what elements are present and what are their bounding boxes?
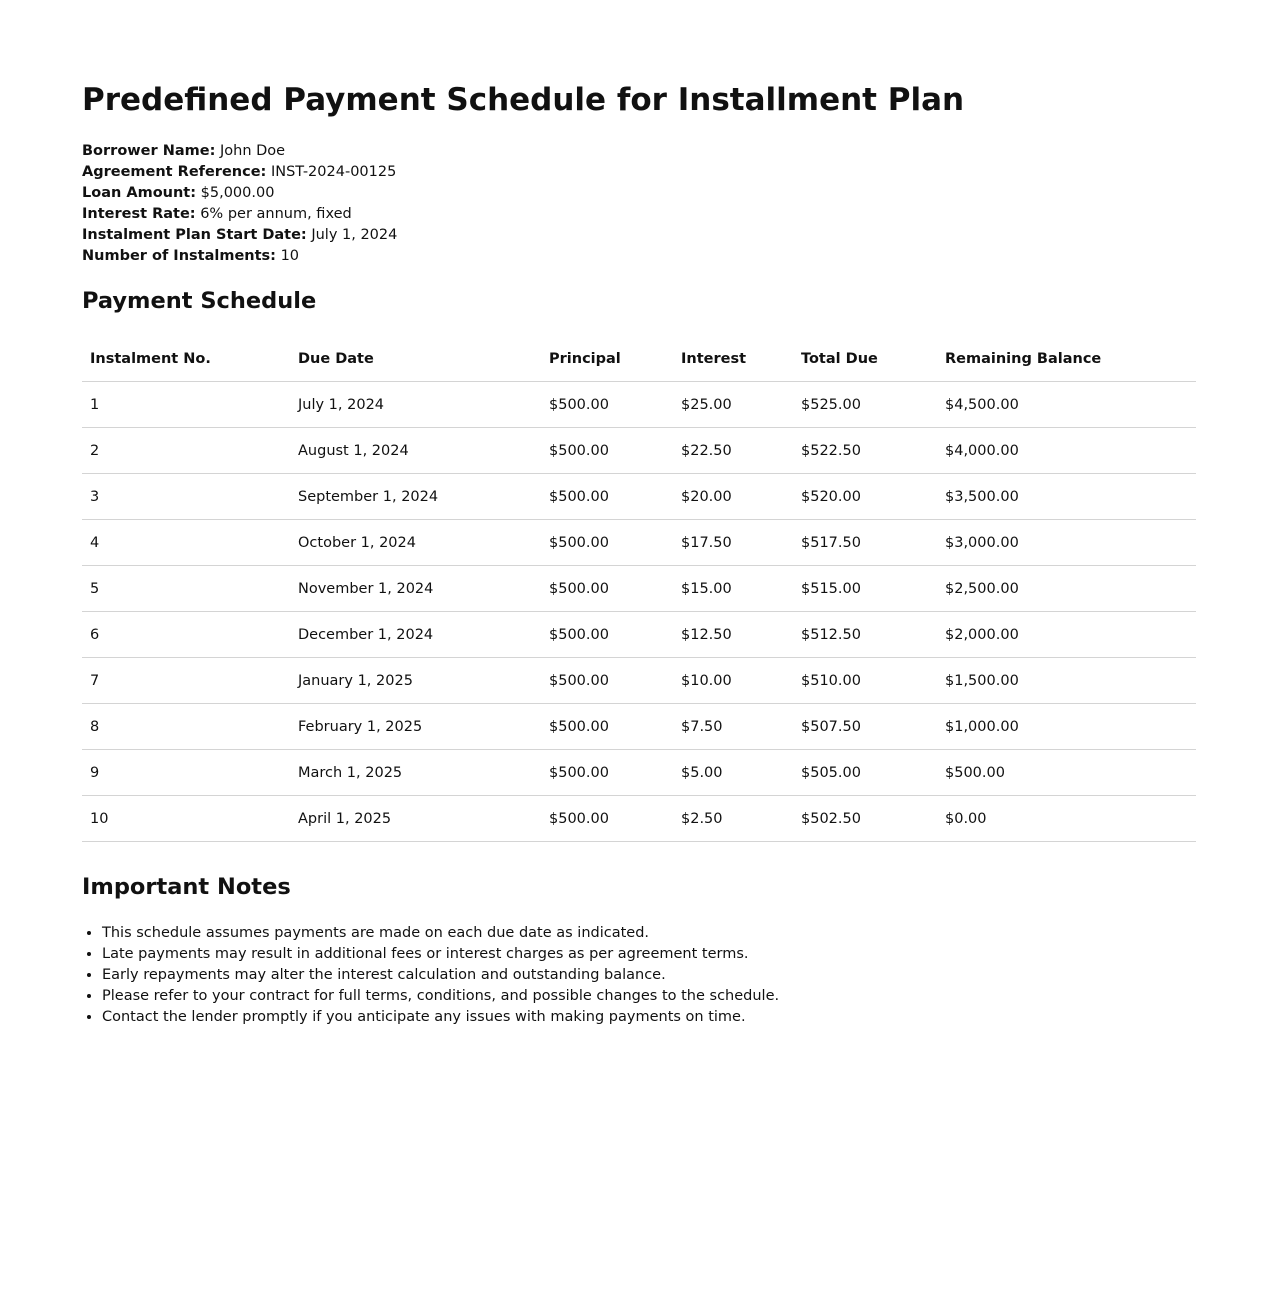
loan-details <box>82 141 397 267</box>
column-header-total-due: Total Due <box>793 336 937 382</box>
instalment-number-cell: 5 <box>82 566 290 612</box>
principal-cell: $500.00 <box>541 566 673 612</box>
total-due-cell: $502.50 <box>793 796 937 842</box>
detail-label: Agreement Reference: <box>82 164 267 180</box>
principal-cell: $500.00 <box>541 796 673 842</box>
interest-cell: $17.50 <box>673 520 793 566</box>
detail-value: 6% per annum, fixed <box>200 206 352 222</box>
detail-borrower-name <box>82 141 397 162</box>
instalment-number-cell: 1 <box>82 382 290 428</box>
total-due-cell: $520.00 <box>793 474 937 520</box>
remaining-balance-cell: $1,000.00 <box>937 704 1196 750</box>
detail-number-of-instalments <box>82 246 397 267</box>
remaining-balance-cell: $4,000.00 <box>937 428 1196 474</box>
payment-schedule-heading: Payment Schedule <box>82 288 317 314</box>
remaining-balance-cell: $1,500.00 <box>937 658 1196 704</box>
detail-label: Interest Rate: <box>82 206 196 222</box>
instalment-number-cell: 4 <box>82 520 290 566</box>
due-date-cell: March 1, 2025 <box>290 750 541 796</box>
detail-agreement-reference <box>82 162 397 183</box>
remaining-balance-cell: $3,500.00 <box>937 474 1196 520</box>
due-date-cell: August 1, 2024 <box>290 428 541 474</box>
detail-label: Borrower Name: <box>82 143 216 159</box>
detail-label: Loan Amount: <box>82 185 197 201</box>
list-item: • This schedule assumes payments are made on each due date as indicated. <box>102 923 779 944</box>
remaining-balance-cell: $0.00 <box>937 796 1196 842</box>
detail-label: Number of Instalments: <box>82 248 276 264</box>
total-due-cell: $517.50 <box>793 520 937 566</box>
total-due-cell: $515.00 <box>793 566 937 612</box>
principal-cell: $500.00 <box>541 612 673 658</box>
table-row <box>82 796 1196 842</box>
remaining-balance-cell: $4,500.00 <box>937 382 1196 428</box>
instalment-number-cell: 7 <box>82 658 290 704</box>
interest-cell: $12.50 <box>673 612 793 658</box>
detail-value: July 1, 2024 <box>311 227 398 243</box>
table-row <box>82 704 1196 750</box>
interest-cell: $20.00 <box>673 474 793 520</box>
due-date-cell: February 1, 2025 <box>290 704 541 750</box>
table-row <box>82 382 1196 428</box>
list-item: • Early repayments may alter the interest calculation and outstanding balance. <box>102 965 779 986</box>
interest-cell: $22.50 <box>673 428 793 474</box>
detail-interest-rate <box>82 204 397 225</box>
due-date-cell: November 1, 2024 <box>290 566 541 612</box>
detail-value: INST-2024-00125 <box>270 164 397 180</box>
principal-cell: $500.00 <box>541 658 673 704</box>
total-due-cell: $510.00 <box>793 658 937 704</box>
payment-schedule-table <box>82 336 1196 842</box>
total-due-cell: $505.00 <box>793 750 937 796</box>
remaining-balance-cell: $3,000.00 <box>937 520 1196 566</box>
principal-cell: $500.00 <box>541 382 673 428</box>
interest-cell: $7.50 <box>673 704 793 750</box>
principal-cell: $500.00 <box>541 520 673 566</box>
due-date-cell: January 1, 2025 <box>290 658 541 704</box>
due-date-cell: July 1, 2024 <box>290 382 541 428</box>
detail-label: Instalment Plan Start Date: <box>82 227 307 243</box>
remaining-balance-cell: $2,000.00 <box>937 612 1196 658</box>
column-header-principal: Principal <box>541 336 673 382</box>
instalment-number-cell: 6 <box>82 612 290 658</box>
table-row <box>82 658 1196 704</box>
interest-cell: $2.50 <box>673 796 793 842</box>
column-header-remaining-balance: Remaining Balance <box>937 336 1196 382</box>
remaining-balance-cell: $500.00 <box>937 750 1196 796</box>
column-header-interest: Interest <box>673 336 793 382</box>
due-date-cell: April 1, 2025 <box>290 796 541 842</box>
list-item: • Contact the lender promptly if you anticipate any issues with making payments on time. <box>102 1007 779 1028</box>
important-notes-heading: Important Notes <box>82 874 291 900</box>
detail-loan-amount <box>82 183 397 204</box>
total-due-cell: $512.50 <box>793 612 937 658</box>
table-row <box>82 566 1196 612</box>
detail-value: 10 <box>280 248 300 264</box>
instalment-number-cell: 8 <box>82 704 290 750</box>
table-row <box>82 474 1196 520</box>
total-due-cell: $525.00 <box>793 382 937 428</box>
principal-cell: $500.00 <box>541 428 673 474</box>
total-due-cell: $507.50 <box>793 704 937 750</box>
table-row <box>82 612 1196 658</box>
due-date-cell: December 1, 2024 <box>290 612 541 658</box>
table-header-row <box>82 336 1196 382</box>
important-notes-list <box>82 923 779 1028</box>
instalment-number-cell: 9 <box>82 750 290 796</box>
instalment-number-cell: 3 <box>82 474 290 520</box>
list-item: • Late payments may result in additional fees or interest charges as per agreement terms. <box>102 944 779 965</box>
detail-value: $5,000.00 <box>200 185 275 201</box>
table-row <box>82 750 1196 796</box>
detail-value: John Doe <box>219 143 286 159</box>
table-row <box>82 520 1196 566</box>
column-header-instalment-no: Instalment No. <box>82 336 290 382</box>
interest-cell: $25.00 <box>673 382 793 428</box>
interest-cell: $10.00 <box>673 658 793 704</box>
principal-cell: $500.00 <box>541 704 673 750</box>
interest-cell: $5.00 <box>673 750 793 796</box>
remaining-balance-cell: $2,500.00 <box>937 566 1196 612</box>
principal-cell: $500.00 <box>541 474 673 520</box>
table-row <box>82 428 1196 474</box>
list-item: • Please refer to your contract for full terms, conditions, and possible changes to the schedule. <box>102 986 779 1007</box>
due-date-cell: October 1, 2024 <box>290 520 541 566</box>
interest-cell: $15.00 <box>673 566 793 612</box>
total-due-cell: $522.50 <box>793 428 937 474</box>
instalment-number-cell: 2 <box>82 428 290 474</box>
principal-cell: $500.00 <box>541 750 673 796</box>
due-date-cell: September 1, 2024 <box>290 474 541 520</box>
instalment-number-cell: 10 <box>82 796 290 842</box>
column-header-due-date: Due Date <box>290 336 541 382</box>
page-title: Predefined Payment Schedule for Installment Plan <box>82 82 965 118</box>
detail-start-date <box>82 225 397 246</box>
